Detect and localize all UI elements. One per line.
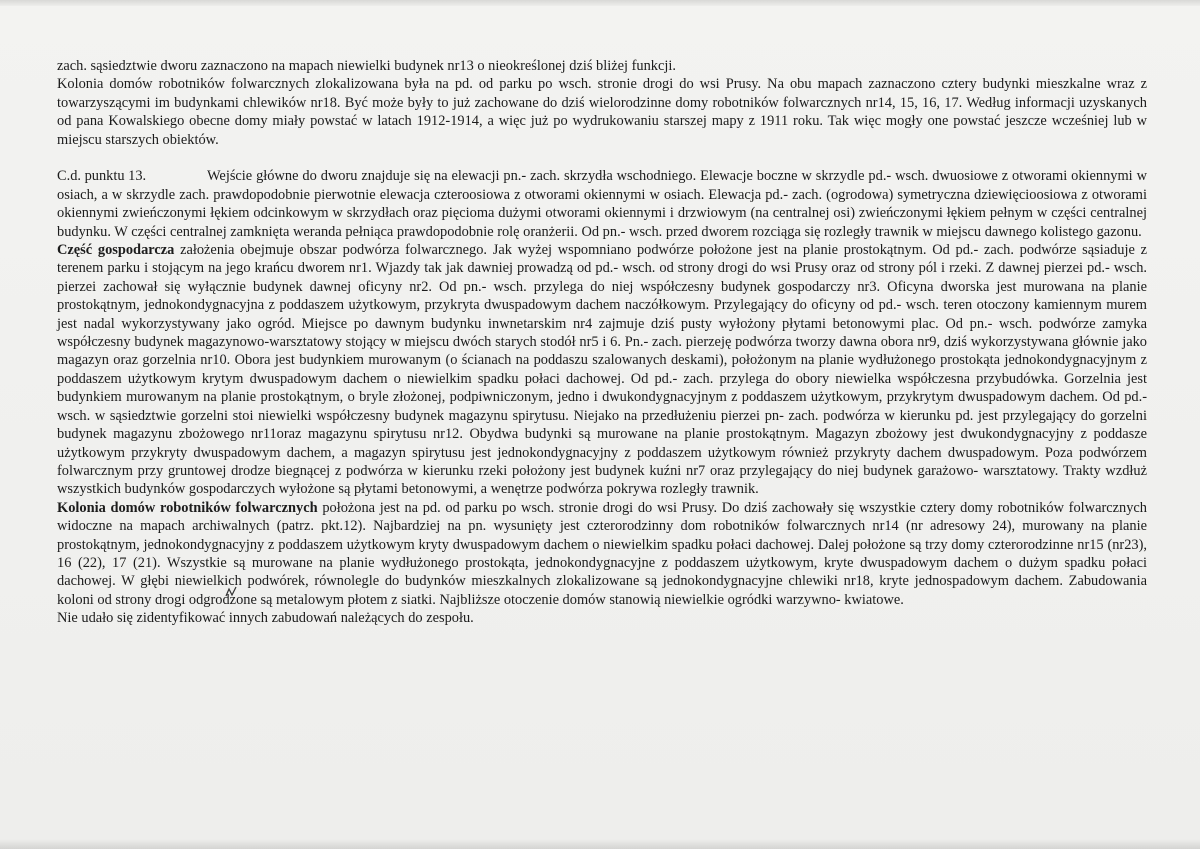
- page-top-edge: [0, 0, 1200, 6]
- paragraph-farm-part: [57, 241, 1147, 499]
- workers-colony-heading: Kolonia domów robotników folwarcznych: [57, 499, 318, 516]
- paragraph-manor-description: [57, 167, 1147, 241]
- page-bottom-edge: [0, 839, 1200, 849]
- paragraph-continuation: zach. sąsiedztwie dworu zaznaczono na mapach niewielki budynek nr13 o nieokreślonej dziś bliżej funkcji.: [57, 58, 676, 74]
- workers-colony-text: położona jest na pd. od parku po wsch. stronie drogi do wsi Prusy. Do dziś zachowały się wszystkie cztery domy robotników folwarcznych widoczne na mapach archiwalnych (patrz. pkt.12). Najbardziej na pn. wysunięty jest czterorodzinny dom robotników folwarcznych nr14 (nr adresowy 24), murowany na planie prostokątnym, jednokondygnacyjny z poddaszem użytkowym kryty dwuspadowym dachem o niewielkim spadku połaci dachowej. Dalej położone są trzy domy czterorodzinne nr15 (nr23), 16 (22), 17 (21). Wszystkie są murowane na planie wydłużonego prostokąta, jednokondygnacyjne z poddaszem użytkowym, kryte dwuspadowym dachem o dużym spadku połaci dachowej. W głębi niewielkich podwórek, równolegle do budynków mieszkalnych zlokalizowane są jednokondygnacyjne chlewiki nr18, kryte jednospadowym dachem. Zabudowania koloni od strony drogi odgrodzone są metalowym płotem z siatki. Najbliższe otoczenie domów stanowią niewielkie ogródki warzywno- kwiatowe.: [57, 499, 1147, 608]
- paragraph-closing: Nie udało się zidentyfikować innych zabudowań należących do zespołu.: [57, 610, 474, 627]
- paragraph-workers-colony: [57, 499, 1147, 609]
- farm-part-text: założenia obejmuje obszar podwórza folwarcznego. Jak wyżej wspomniano podwórze położone jest na planie prostokątnym. Od pd.- zach. podwórze sąsiaduje z terenem parku i stojącym na jego krańcu dworem nr1. Wjazdy tak jak dawniej prowadzą od pd.- wsch. od strony drogi do wsi Prusy oraz od strony pól i rzeki. Z dawnej pierzei pd.- wsch. pierzei zachował się wyłącznie budynek dawnej oficyny nr2. Od pn.- wsch. przylega do niej współczesny budynek gospodarczy nr3. Oficyna dworska jest murowana na planie prostokątnym, jednokondygnacyjna z poddaszem użytkowym, przykryta dwuspadowym dachem naczółkowym. Przylegający do oficyny od pd.- wsch. teren otoczony kamiennym murem jest nadal wykorzystywany jako ogród. Miejsce po dawnym budynku inwnetarskim nr4 zajmuje dziś pusty wyłożony płytami betonowymi plac. Od pn.- wsch. podwórze zamyka współczesny budynek magazynowo-warsztatowy stojący w miejscu dwóch starych stodół nr5 i 6. Pn.- zach. pierzeję podwórza tworzy dawna obora nr9, dziś wykorzystywana głównie jako magazyn oraz gorzelnia nr10. Obora jest budynkiem murowanym (o ścianach na poddaszu szalowanych deskami), położonym na planie wydłużonego prostokąta jednokondygnacyjnym z poddaszem użytkowym krytym dwuspadowym dachem o niewielkim spadku połaci dachowej. Od pd.- zach. przylega do obory niewielka współczesna przybudówka. Gorzelnia jest budynkiem murowanym na planie prostokątnym, o bryle złożonej, podpiwniczonym, jedno i dwukondygnacyjnym z poddaszem użytkowym, przykrytym dwuspadowym dachem. Od pd.- wsch. w sąsiedztwie gorzelni stoi niewielki współczesny budynek magazynu spirytusu. Niejako na przedłużeniu pierzei pn- zach. podwórza w kierunku pd. jest przylegający do gorzelni budynek magazynu zbożowego nr11oraz magazynu spirytusu nr12. Obydwa budynki są murowane na planie prostokątnym. Magazyn zbożowy jest dwukondygnacyjny z poddasze użytkowym przykryty dwuspadowym dachem, a magazyn spirytusu jest jednokondygnacyjny z poddaszem użytkowym również przykryty dachem dwuspadowym. Poza podwórzem folwarcznym przy gruntowej drodze biegnącej z podwórza w kierunku rzeki położony jest budynek kuźni nr7 oraz przylegający do niej budynek garażowo- warsztatowy. Trakty wzdłuż wszystkich budynków gospodarczych wyłożone są płytami betonowymi, a wenętrze podwórza pokrywa rozległy trawnik.: [57, 242, 1147, 498]
- handwritten-mark-icon: [224, 585, 238, 599]
- farm-part-heading: Część gospodarcza: [57, 242, 175, 259]
- section-lead-label: C.d. punktu 13.: [57, 168, 147, 185]
- paragraph-manor-text: Wejście główne do dworu znajduje się na elewacji pn.- zach. skrzydła wschodniego. Elewacje boczne w skrzydle pd.- wsch. dwuosiowe z otworami okiennymi w osiach, a w skrzydle zach. prawdopodobnie pierwotnie elewacja czteroosiowa z otworami okiennymi w osiach. Elewacja pd.- zach. (ogrodowa) symetryczna dziewięcioosiowa z otworami okiennymi zwieńczonymi łękiem odcinkowym w skrzydłach oraz pięcioma dużymi otworami okiennymi i drzwiowym (na centralnej osi) zwieńczonymi łękiem pełnym w części centralnej budynku. W części centralnej zamknięta weranda pełniąca prawdopodobnie rolę oranżerii. Od pn.- wsch. przed dworem rozciąga się rozległy trawnik w miejscu dawnego kolistego gazonu.: [57, 168, 1147, 240]
- paragraph-colony-history: Kolonia domów robotników folwarcznych zlokalizowana była na pd. od parku po wsch. stronie drogi do wsi Prusy. Na obu mapach zaznaczono cztery budynki mieszkalne wraz z towarzyszącymi im budynkami chlewików nr18. Być może były to już zachowane do dziś wielorodzinne domy robotników folwarcznych nr14, 15, 16, 17. Według informacji uzyskanych od pana Kowalskiego obecne domy miały powstać w latach 1912-1914, a więc już po wydrukowaniu starszej mapy z 1911 roku. Tak więc mogły one powstać jeszcze wcześniej lub w miejscu starszych obiektów.: [57, 76, 1147, 148]
- document-body: [57, 57, 1147, 628]
